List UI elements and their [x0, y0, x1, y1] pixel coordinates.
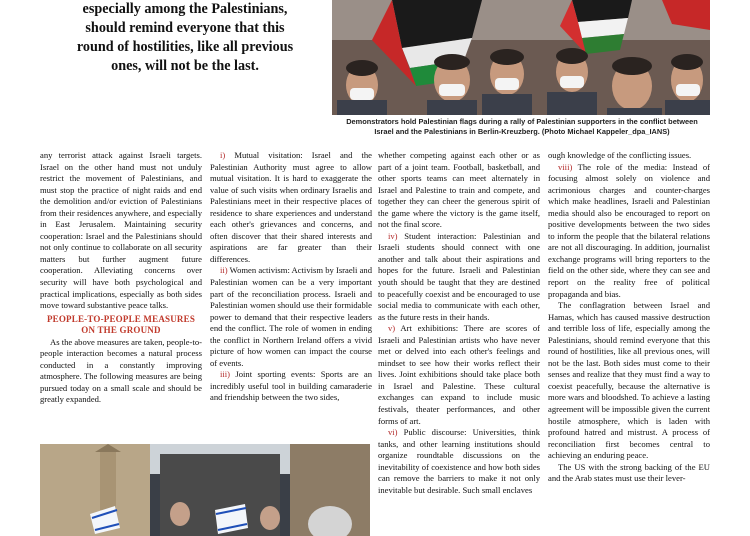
paragraph: The conflagration between Israel and Hamas, which has caused massive destruction and terrible loss of life, especially among the Palestinians, should remind everyone that this round of hostilities, like all previous ones, will not be the last. Both sides must come to their senses and realize that they must find a way to coexist peacefully, because the alternative is more wars and bloodshed. To achieve a lasting agreement will be impossible given the current hostile atmosphere, which is laden with profound hatred and mistrust. A process of reconciliation first becomes central to achieving an enduring peace. — [548, 300, 710, 461]
list-number: iii) — [220, 369, 231, 380]
section-heading — [40, 314, 202, 337]
list-number: i) — [220, 150, 226, 160]
demonstration-photo — [332, 0, 710, 115]
section-heading-line: PEOPLE-TO-PEOPLE MEASURES — [46, 313, 196, 324]
pull-quote — [40, 0, 330, 76]
photo-caption-line: Demonstrators hold Palestinian flags during a rally of Palestinian supporters in the conflict between — [346, 117, 698, 126]
paragraph: whether competing against each other or as part of a joint team. Football, basketball, and other sports teams can meet alternately in Israel and Palestine to train and compete, and together they can cheer the generous spirit of the game where the victory is the game itself, not the final score. — [378, 150, 540, 230]
list-item — [378, 427, 540, 496]
article-column-1 — [40, 150, 202, 406]
list-item — [378, 323, 540, 427]
paragraph: ough knowledge of the conflicting issues. — [548, 150, 692, 160]
list-item — [548, 162, 710, 301]
paragraph: The US with the strong backing of the EU and the Arab states must use their lever- — [548, 461, 710, 484]
demonstration-photo-illustration — [332, 0, 710, 115]
paragraph: any terrorist attack against Israeli targets. Israel on the other hand must not unduly restrict the movement of Palestinians, and must stop the practice of night raids and end the demolition and/or eviction of Palestinians from their residences anywhere, and especially in East Jerusalem. Maintaining security cooperation: Israel and the Palestinians should not only continue to collaborate on all security matters but further augment future cooperation. Alleviating concerns over security will have both psychological and practical implications, especially as both sides move toward substantive peace talks. — [40, 150, 202, 311]
list-item-text: Student interaction: Palestinian and Israeli students should connect with one another and talk about their aspirations and hopes for the future. Israeli and Palestinian youth should be taught that they are destined to peacefully coexist and be encouraged to use social media to communicate with each other, as the future rests in their hands. — [378, 230, 540, 322]
list-item-text: Joint sporting events: Sports are an incredibly useful tool in building camaraderie and friendship between the two sides, — [210, 369, 372, 403]
list-number: vi) — [388, 427, 398, 438]
article-column-4 — [548, 150, 710, 485]
photo-caption-line: Israel and the Palestinians in Berlin-Kreuzberg. (Photo Michael Kappeler_dpa_IANS) — [374, 126, 670, 136]
article-column-3 — [378, 150, 540, 496]
list-item — [210, 265, 372, 369]
list-item-text: Women activism: Activism by Israeli and Palestinian women can be a very important part of the reconciliation process. Israeli and Palestinian women should use their formidable power to demand that their respective leaders end the conflict. The role of women in ending the conflict in Northern Ireland offers a vivid picture of how women can impact the course of events. — [210, 265, 372, 368]
list-number: v) — [388, 323, 396, 334]
pull-quote-line: ones, will not be the last. — [111, 58, 259, 74]
section-heading-line: ON THE GROUND — [81, 325, 161, 336]
list-item-text: Mutual visitation: Israel and the Palestinian Authority must agree to allow mutual visitation. It is hard to exaggerate the value of such visits when ordinary Israelis and Palestinians meet in their respective places of residence to share experiences and understand each other's grievances and concerns, and often discover that their shared interests and aspirations are far greater than their differences. — [210, 150, 372, 264]
street-photo — [40, 444, 370, 536]
list-number: viii) — [558, 161, 573, 172]
pull-quote-line: round of hostilities, like all previous — [76, 39, 294, 55]
paragraph: As the above measures are taken, people-to-people interaction becomes a natural process conducted in a constantly improving atmosphere. The following measures are being pursued today on a small scale and should be greatly expanded. — [40, 336, 202, 405]
pull-quote-line: especially among the Palestinians, — [82, 1, 288, 17]
list-item — [378, 231, 540, 323]
list-item — [210, 150, 372, 265]
article-column-2 — [210, 150, 372, 404]
list-number: iv) — [388, 230, 398, 241]
list-item — [210, 369, 372, 404]
list-item-text: Art exhibitions: There are scores of Israeli and Palestinian artists who have never met or delved into each other's feelings and mindset to see how their works reflect their lives. Joint exhibitions should take place both in Israel and Palestine. These cultural exchanges can expand to include music festivals, theater performances, and other forms of art. — [378, 323, 540, 426]
list-item-text: Public discourse: Universities, think tanks, and other learning institutions should organize roundtable discussions on the inevitability of coexistence and how both sides can remove the barriers to make it not only inevitable but desirable. Such small enclaves — [378, 427, 540, 495]
list-number: ii) — [220, 265, 228, 276]
photo-caption — [334, 117, 710, 136]
street-photo-illustration — [40, 444, 370, 536]
list-item-text: The role of the media: Instead of focusing almost solely on violence and acrimonious charges and counter-charges which make headlines, Israeli and Palestinian media should also be encouraged to report on positive developments between the two sides to inform the people that the bilateral relations are not all discouraging. In addition, journalist exchange programs will bring reporters to the field on the other side, where they can see and report on the reality free of political propaganda and bias. — [548, 161, 710, 299]
pull-quote-line: should remind everyone that this — [85, 20, 285, 36]
